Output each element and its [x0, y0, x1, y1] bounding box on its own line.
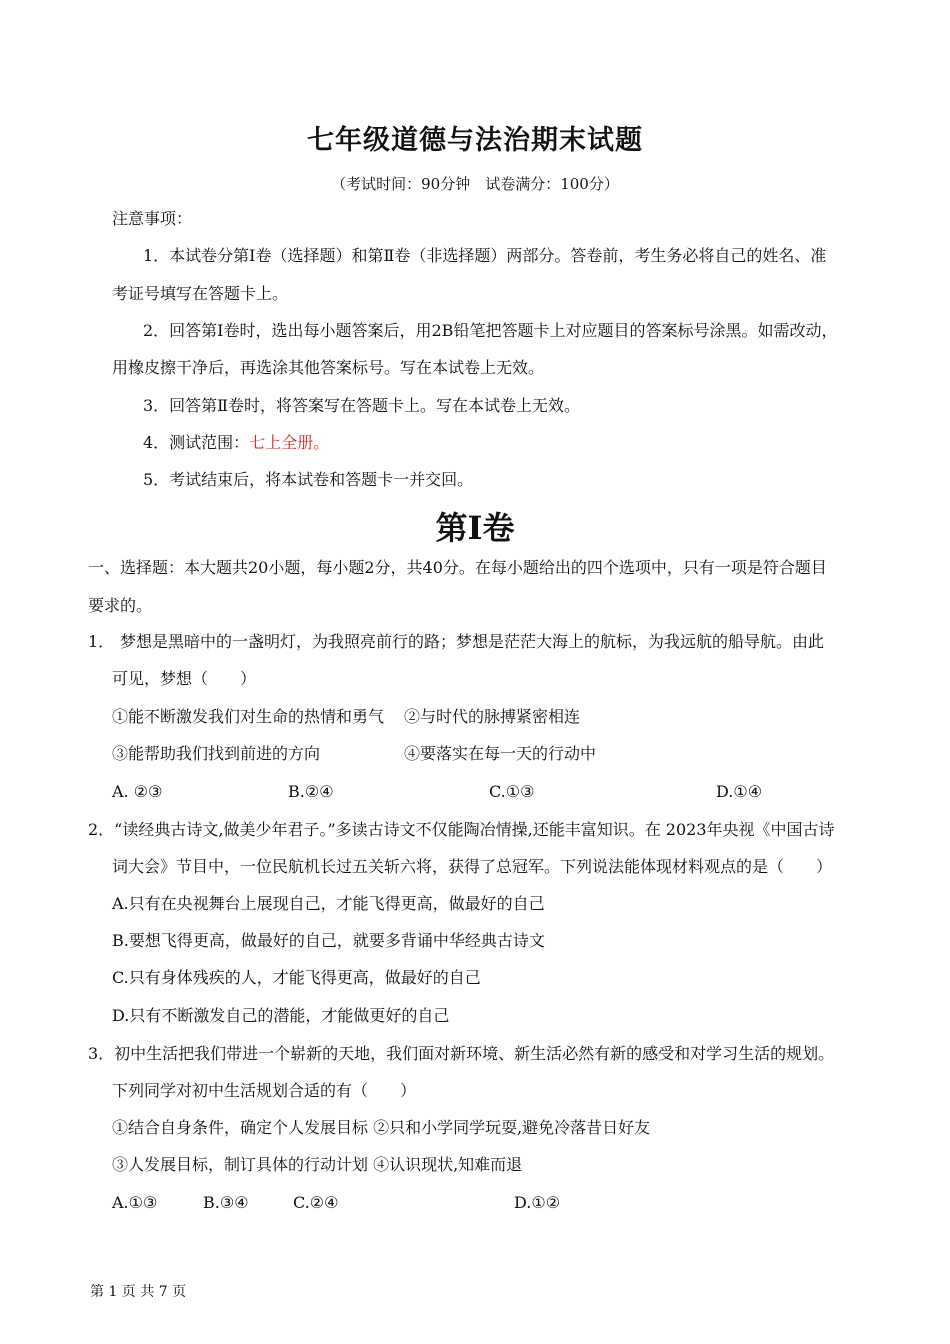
note-2-line-1: 2．回答第Ⅰ卷时，选出每小题答案后，用2B铅笔把答题卡上对应题目的答案标号涂黑。如需改动，: [143, 321, 838, 340]
q3-option-b[interactable]: B.③④: [203, 1193, 249, 1212]
q1-statement-4: ④要落实在每一天的行动中: [404, 744, 597, 763]
q2-stem-line-1: 2．“读经典古诗文,做美少年君子。”多读古诗文不仅能陶冶情操,还能丰富知识。在 2023年央视《中国古诗: [88, 820, 835, 839]
note-1-line-2: 考证号填写在答题卡上。: [112, 284, 289, 303]
notes-heading: 注意事项：: [112, 209, 193, 228]
q2-option-d[interactable]: D.只有不断激发自己的潜能，才能做更好的自己: [112, 1006, 450, 1025]
note-4-label: 4．测试范围：: [143, 433, 250, 452]
q1-number: 1．: [88, 632, 115, 651]
q1-option-b[interactable]: B.②④: [288, 782, 334, 801]
q2-option-a[interactable]: A.只有在央视舞台上展现自己，才能飞得更高，做最好的自己: [112, 894, 545, 913]
q1-option-c[interactable]: C.①③: [489, 782, 535, 801]
q1-stem-line-1: 梦想是黑暗中的一盏明灯，为我照亮前行的路；梦想是茫茫大海上的航标，为我远航的船导航。由此: [120, 632, 825, 651]
note-5: 5．考试结束后，将本试卷和答题卡一并交回。: [143, 470, 474, 489]
q1-stem-line-2: 可见，梦想（ ）: [112, 669, 257, 688]
q3-statements-1-2: ①结合自身条件，确定个人发展目标 ②只和小学同学玩耍,避免冷落昔日好友: [112, 1118, 651, 1137]
note-4-scope: 七上全册。: [249, 433, 330, 452]
note-3: 3．回答第Ⅱ卷时，将答案写在答题卡上。写在本试卷上无效。: [143, 396, 581, 415]
q1-option-d[interactable]: D.①④: [716, 782, 763, 801]
q2-option-b[interactable]: B.要想飞得更高，做最好的自己，就要多背诵中华经典古诗文: [112, 931, 545, 950]
exam-subtitle: （考试时间：90分钟 试卷满分：100分）: [331, 175, 619, 193]
q3-option-a[interactable]: A.①③: [112, 1193, 158, 1212]
q3-option-d[interactable]: D.①②: [514, 1193, 561, 1212]
q1-statement-2: ②与时代的脉搏紧密相连: [404, 707, 581, 726]
q3-stem-line-1: 3．初中生活把我们带进一个崭新的天地，我们面对新环境、新生活必然有新的感受和对学习生活的规划。: [88, 1044, 835, 1063]
note-2-line-2: 用橡皮擦干净后，再选涂其他答案标号。写在本试卷上无效。: [112, 358, 545, 377]
page-footer: 第 1 页 共 7 页: [90, 1284, 187, 1300]
exam-title: 七年级道德与法治期末试题: [307, 125, 643, 156]
note-4: [143, 433, 329, 453]
q1-option-a[interactable]: A. ②③: [112, 782, 163, 801]
q3-option-c[interactable]: C.②④: [293, 1193, 339, 1212]
q3-stem-line-2: 下列同学对初中生活规划合适的有（ ）: [112, 1081, 417, 1100]
q1-statement-3: ③能帮助我们找到前进的方向: [112, 744, 321, 763]
q3-statements-3-4: ③人发展目标，制订具体的行动计划 ④认识现状,知难而退: [112, 1155, 523, 1174]
q2-option-c[interactable]: C.只有身体残疾的人，才能飞得更高，做最好的自己: [112, 968, 481, 987]
note-1-line-1: 1．本试卷分第Ⅰ卷（选择题）和第Ⅱ卷（非选择题）两部分。答卷前，考生务必将自己的姓名、准: [143, 246, 827, 265]
part-intro-line-2: 要求的。: [88, 596, 153, 615]
q1-statement-1: ①能不断激发我们对生命的热情和勇气: [112, 707, 385, 726]
part-intro-line-1: 一、选择题：本大题共20小题，每小题2分，共40分。在每小题给出的四个选项中，只有一项是符合题目: [88, 558, 827, 577]
section-title: 第Ⅰ卷: [435, 509, 515, 547]
q2-stem-line-2: 词大会》节目中，一位民航机长过五关斩六将，获得了总冠军。下列说法能体现材料观点的是（ ）: [112, 857, 833, 876]
